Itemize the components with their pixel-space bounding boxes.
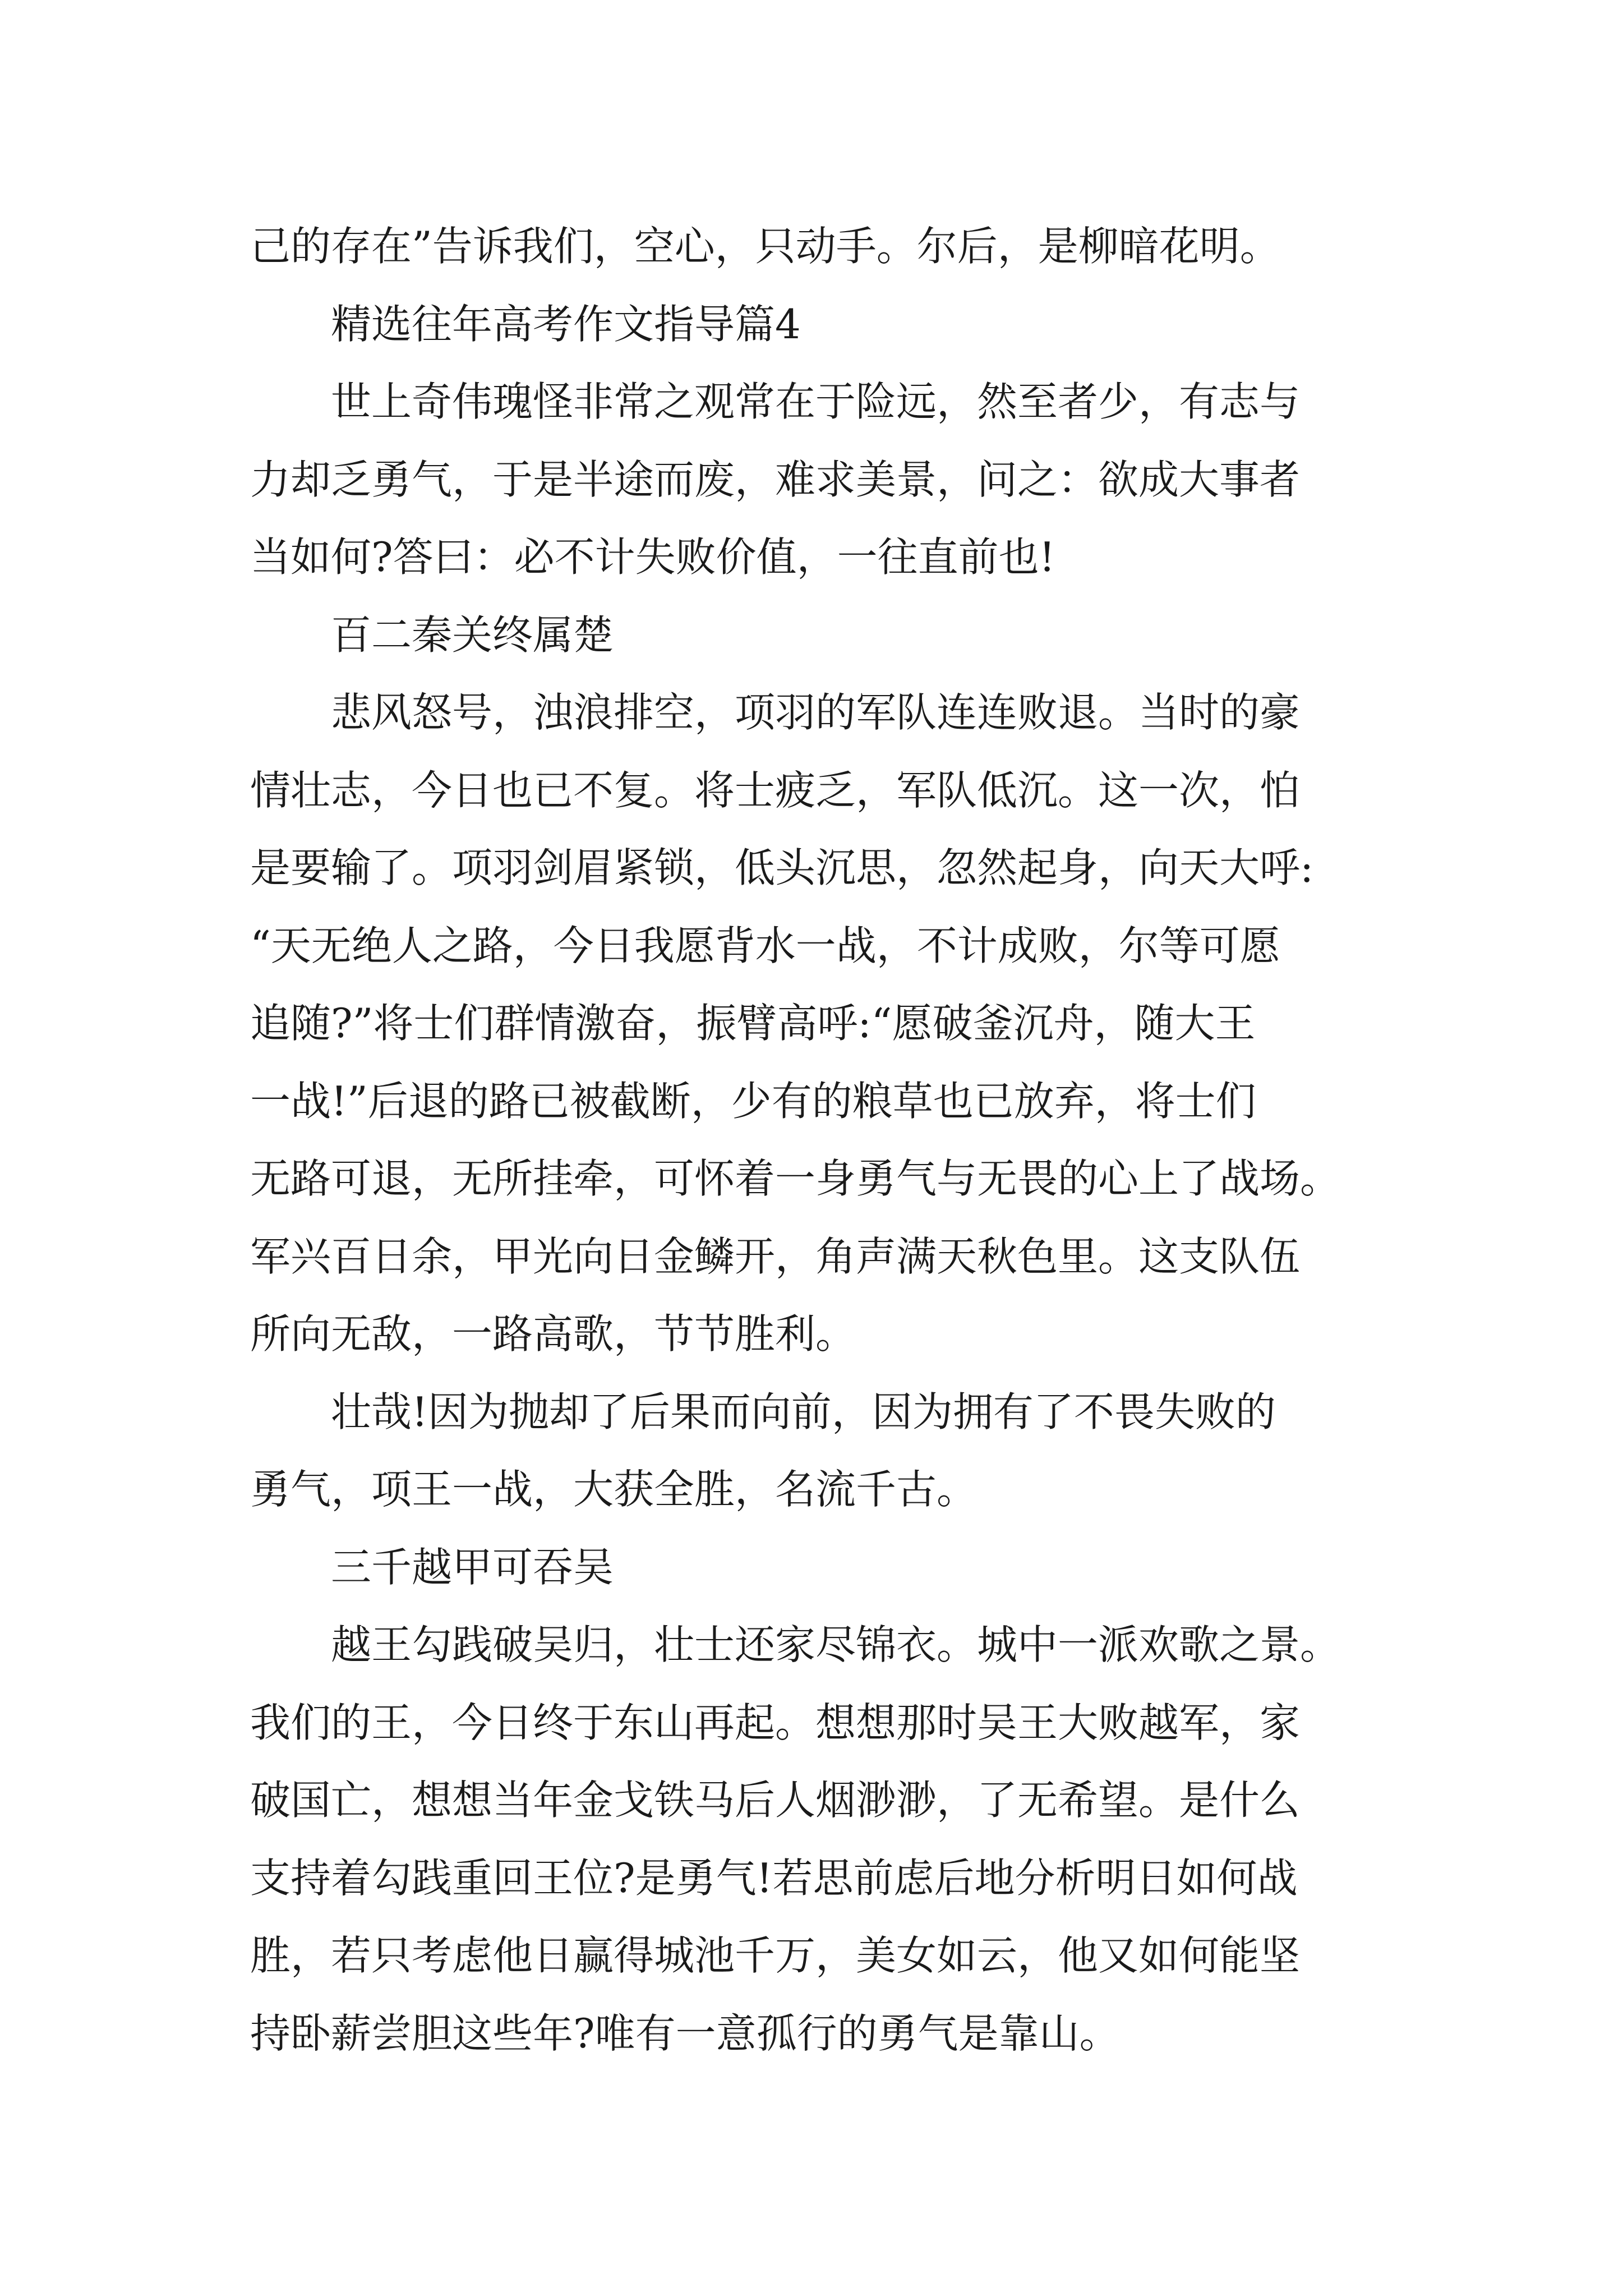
subsection-heading: 百二秦关终属楚 bbox=[331, 611, 614, 659]
text-line: 军兴百日余，甲光向日金鳞开，角声满天秋色里。这支队伍 bbox=[250, 1232, 1301, 1280]
text-line: 无路可退，无所挂牵，可怀着一身勇气与无畏的心上了战场。 bbox=[250, 1155, 1341, 1202]
document-body bbox=[250, 208, 1389, 2072]
text-line: 胜，若只考虑他日赢得城池千万，美女如云，他又如何能坚 bbox=[250, 1932, 1301, 1979]
text-line: 力却乏勇气，于是半途而废，难求美景，问之：欲成大事者 bbox=[250, 455, 1301, 503]
text-line: 所向无敌，一路高歌，节节胜利。 bbox=[250, 1310, 856, 1358]
subsection-heading: 三千越甲可吞吴 bbox=[331, 1543, 614, 1591]
text-line: 当如何?答曰：必不计失败价值，一往直前也! bbox=[250, 533, 1055, 581]
text-line: 世上奇伟瑰怪非常之观常在于险远，然至者少，有志与 bbox=[331, 378, 1301, 425]
text-line: 我们的王，今日终于东山再起。想想那时吴王大败越军，家 bbox=[250, 1699, 1301, 1746]
text-line: 破国亡，想想当年金戈铁马后人烟渺渺，了无希望。是什么 bbox=[250, 1777, 1301, 1824]
text-line: 己的存在”告诉我们，空心，只动手。尔后，是柳暗花明。 bbox=[250, 223, 1280, 270]
text-line: 持卧薪尝胆这些年?唯有一意孤行的勇气是靠山。 bbox=[250, 2009, 1120, 2057]
text-line: 壮哉!因为抛却了后果而向前，因为拥有了不畏失败的 bbox=[331, 1388, 1276, 1435]
text-line: 勇气，项王一战，大获全胜，名流千古。 bbox=[250, 1466, 978, 1513]
text-line: 支持着勾践重回王位?是勇气!若思前虑后地分析明日如何战 bbox=[250, 1854, 1298, 1902]
text-line: 是要输了。项羽剑眉紧锁，低头沉思，忽然起身，向天大呼: bbox=[250, 844, 1314, 891]
text-line: 情壮志，今日也已不复。将士疲乏，军队低沉。这一次，怕 bbox=[250, 766, 1301, 814]
text-line: 悲风怒号，浊浪排空，项羽的军队连连败退。当时的豪 bbox=[331, 689, 1301, 736]
text-line: “天无绝人之路，今日我愿背水一战，不计成败，尔等可愿 bbox=[250, 922, 1280, 969]
section-heading: 精选往年高考作文指导篇4 bbox=[331, 300, 801, 348]
text-line: 一战!”后退的路已被截断，少有的粮草也已放弃，将士们 bbox=[250, 1077, 1256, 1125]
text-line: 追随?”将士们群情激奋，振臂高呼:“愿破釜沉舟，随大王 bbox=[250, 1000, 1256, 1047]
text-line: 越王勾践破吴归，壮士还家尽锦衣。城中一派欢歌之景。 bbox=[331, 1621, 1341, 1668]
